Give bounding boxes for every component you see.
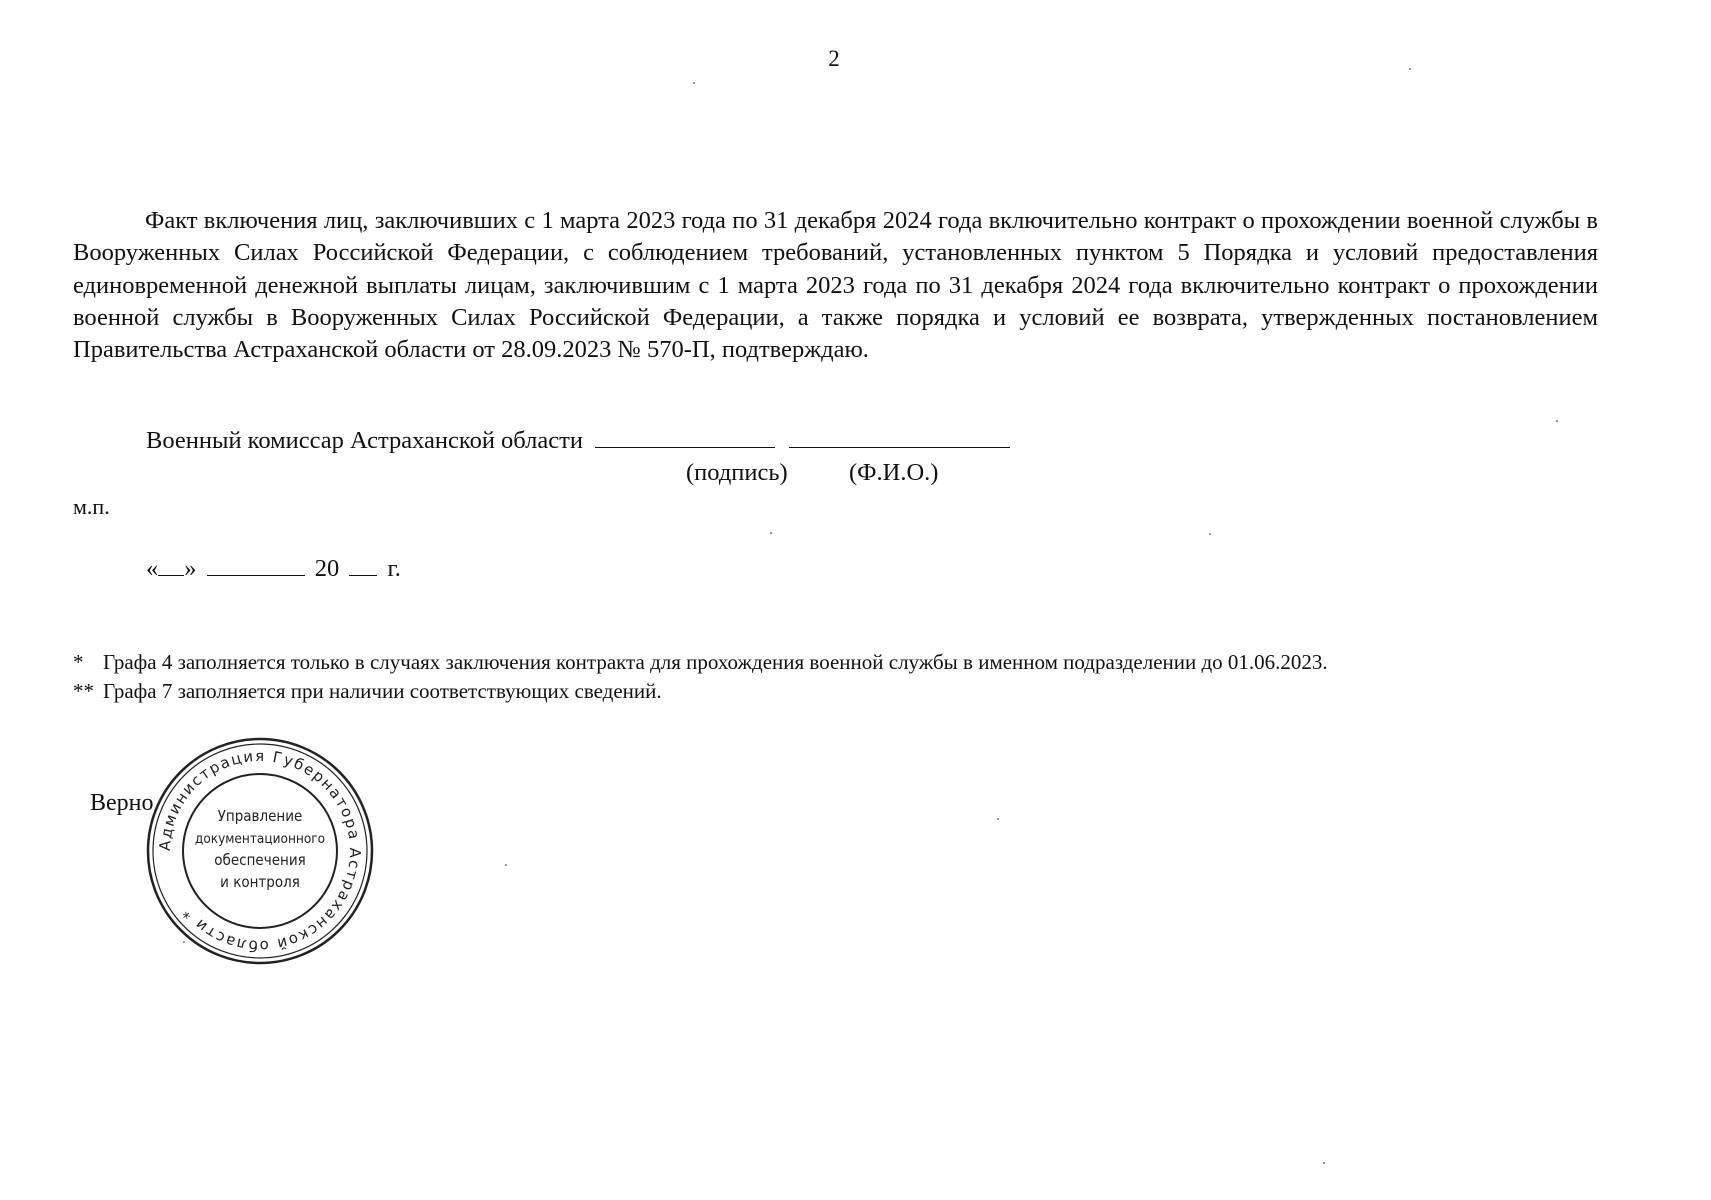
footnote-mark: * bbox=[73, 650, 84, 674]
seal-place-label: м.п. bbox=[73, 494, 110, 519]
year-blank bbox=[349, 557, 377, 576]
date-line bbox=[146, 555, 401, 583]
signer-line bbox=[146, 427, 1010, 455]
day-blank bbox=[158, 557, 184, 576]
scan-speck bbox=[1209, 533, 1211, 535]
signature-caption: (подпись) bbox=[686, 459, 788, 486]
body-paragraph: Факт включения лиц, заключивших с 1 марта 2023 года по 31 декабря 2024 года включительно контракт о прохождении военной службы в Вооруженных Силах Российской Федерации, с соблюдением требований, установленных пунктом 5 Порядка и условий предоставления единовременной денежной выплаты лицам, заключившим с 1 марта 2023 года по 31 декабря 2024 года включительно контракт о прохождении военной службы в Вооруженных Силах Российской Федерации, а также порядка и условий ее возврата, утвержденных постановлением Правительства Астраханской области от 28.09.2023 № 570-П, подтверждаю. bbox=[73, 207, 1598, 364]
footnotes bbox=[73, 648, 1328, 706]
scan-speck bbox=[693, 82, 695, 84]
signature-blank bbox=[595, 429, 775, 448]
footnote-1 bbox=[73, 648, 1328, 677]
name-blank bbox=[789, 429, 1010, 448]
year-suffix: г. bbox=[387, 555, 401, 582]
footnote-text: Графа 4 заполняется только в случаях заключения контракта для прохождения военной службы в именном подразделении до 01.06.2023. bbox=[103, 650, 1328, 674]
certification-label: Верно bbox=[90, 790, 154, 816]
stamp-center-line-4: и контроля bbox=[220, 873, 300, 891]
scan-speck bbox=[1556, 420, 1558, 422]
month-blank bbox=[207, 557, 305, 576]
stamp-center-line-1: Управление bbox=[217, 807, 303, 825]
date-century: 20 bbox=[314, 555, 340, 582]
date-open-quote: « bbox=[146, 555, 159, 582]
footnote-text: Графа 7 заполняется при наличии соответствующих сведений. bbox=[103, 679, 662, 703]
scan-speck bbox=[1323, 1162, 1325, 1164]
scan-speck bbox=[1409, 68, 1411, 70]
page-number: 2 bbox=[828, 46, 840, 71]
footnote-mark: ** bbox=[73, 679, 94, 703]
scan-speck bbox=[183, 941, 185, 943]
signer-title: Военный комиссар Астраханской области bbox=[146, 427, 583, 454]
name-caption: (Ф.И.О.) bbox=[849, 459, 939, 486]
scan-speck bbox=[997, 818, 999, 820]
scan-speck bbox=[505, 864, 507, 866]
stamp-ring-text: Администрация Губернатора Астраханской области * bbox=[155, 746, 365, 956]
stamp-center-line-2: документационного bbox=[194, 831, 326, 847]
stamp-center-line-3: обеспечения bbox=[214, 851, 306, 869]
date-close-quote: » bbox=[184, 555, 197, 582]
footnote-2 bbox=[73, 677, 1328, 706]
scan-speck bbox=[770, 532, 772, 534]
official-stamp bbox=[144, 735, 376, 967]
